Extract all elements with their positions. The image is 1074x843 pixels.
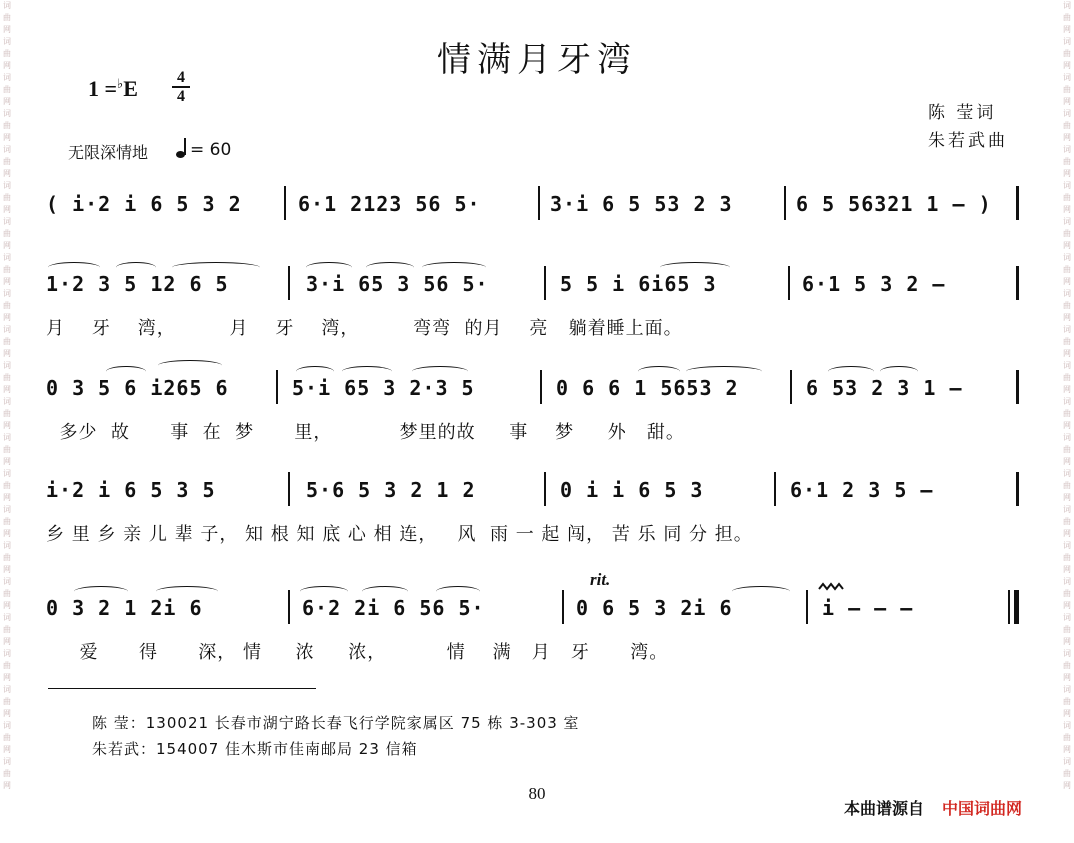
watermark-char: 网 (1063, 493, 1071, 502)
watermark-char: 曲 (1063, 373, 1071, 382)
watermark-char: 曲 (3, 373, 11, 382)
watermark-char: 词 (3, 613, 11, 622)
measure: 5·6 5 3 2 1 2 (306, 478, 476, 502)
watermark-char: 词 (3, 37, 11, 46)
measure: i – – – (822, 596, 914, 620)
watermark-char: 网 (3, 709, 11, 718)
watermark-char: 网 (3, 457, 11, 466)
address-lyricist: 陈 莹：130021 长春市湖宁路长春飞行学院家属区 75 栋 3-303 室 (92, 714, 580, 732)
watermark-char: 网 (1063, 673, 1071, 682)
lyric-line: 多少 故 事 在 梦 里， 梦里的故 事 梦 外 甜。 (46, 422, 685, 443)
watermark-char: 网 (3, 745, 11, 754)
watermark-char: 词 (3, 73, 11, 82)
watermark-char: 词 (1063, 577, 1071, 586)
watermark-char: 曲 (3, 517, 11, 526)
watermark-char: 网 (3, 313, 11, 322)
watermark-char: 词 (1063, 145, 1071, 154)
watermark-strip-left (0, 0, 14, 843)
watermark-char: 网 (1063, 565, 1071, 574)
watermark-char: 曲 (1063, 157, 1071, 166)
watermark-char: 词 (3, 541, 11, 550)
watermark-char: 网 (3, 781, 11, 790)
watermark-char: 网 (3, 169, 11, 178)
watermark-char: 曲 (3, 445, 11, 454)
measure: 3·i 65 3 56 5· (306, 272, 489, 296)
watermark-char: 曲 (1063, 13, 1071, 22)
watermark-char: 曲 (3, 481, 11, 490)
measure: 6 53 2 3 1 – (806, 376, 963, 400)
watermark-char: 曲 (1063, 625, 1071, 634)
watermark-char: 网 (3, 529, 11, 538)
watermark-char: 词 (3, 757, 11, 766)
watermark-char: 曲 (1063, 121, 1071, 130)
watermark-char: 网 (3, 205, 11, 214)
watermark-char: 词 (1063, 325, 1071, 334)
watermark-char: 词 (1063, 505, 1071, 514)
watermark-char: 曲 (3, 157, 11, 166)
measure: 0 3 5 6 i265 6 (46, 376, 229, 400)
watermark-char: 词 (3, 685, 11, 694)
measure: i·2 i 6 5 3 5 (46, 478, 216, 502)
watermark-char: 曲 (1063, 301, 1071, 310)
watermark-char: 曲 (1063, 445, 1071, 454)
measure: 0 i i 6 5 3 (560, 478, 704, 502)
watermark-char: 网 (3, 673, 11, 682)
watermark-char: 词 (3, 433, 11, 442)
measure: 0 6 6 1 5653 2 (556, 376, 739, 400)
watermark-char: 曲 (3, 229, 11, 238)
watermark-char: 曲 (3, 553, 11, 562)
watermark-char: 网 (1063, 421, 1071, 430)
measure: 6·1 2123 56 5· (298, 192, 481, 216)
measure: 5·i 65 3 2·3 5 (292, 376, 475, 400)
watermark-char: 曲 (1063, 517, 1071, 526)
watermark-char: 曲 (3, 589, 11, 598)
watermark-char: 网 (3, 61, 11, 70)
time-signature: 4 4 (172, 70, 190, 104)
watermark-char: 网 (3, 637, 11, 646)
watermark-char: 网 (1063, 781, 1071, 790)
watermark-char: 词 (1063, 397, 1071, 406)
measure: 6 5 56321 1 – ) (796, 192, 992, 216)
watermark-char: 词 (1063, 685, 1071, 694)
watermark-char: 网 (1063, 205, 1071, 214)
measure: 6·2 2i 6 56 5· (302, 596, 485, 620)
lyric-line: 爱 得 深， 情 浓 浓， 情 满 月 牙 湾。 (46, 642, 669, 663)
watermark-char: 曲 (1063, 697, 1071, 706)
watermark-char: 曲 (3, 301, 11, 310)
tempo-marking: = 60 (176, 140, 231, 160)
watermark-char: 曲 (1063, 193, 1071, 202)
watermark-char: 词 (3, 289, 11, 298)
watermark-char: 曲 (1063, 733, 1071, 742)
watermark-char: 网 (3, 385, 11, 394)
watermark-char: 词 (1063, 253, 1071, 262)
watermark-char: 词 (1063, 757, 1071, 766)
watermark-char: 词 (1063, 1, 1071, 10)
watermark-char: 网 (1063, 25, 1071, 34)
watermark-char: 曲 (1063, 589, 1071, 598)
watermark-char: 曲 (1063, 49, 1071, 58)
watermark-char: 曲 (3, 85, 11, 94)
watermark-char: 词 (3, 361, 11, 370)
watermark-char: 网 (1063, 169, 1071, 178)
watermark-char: 词 (1063, 433, 1071, 442)
watermark-char: 曲 (3, 625, 11, 634)
watermark-char: 词 (1063, 73, 1071, 82)
source-site-link[interactable]: 中国词曲网 (942, 799, 1023, 818)
watermark-char: 曲 (1063, 481, 1071, 490)
watermark-char: 曲 (3, 697, 11, 706)
watermark-char: 词 (3, 181, 11, 190)
watermark-char: 曲 (3, 265, 11, 274)
watermark-char: 词 (1063, 37, 1071, 46)
watermark-char: 词 (3, 253, 11, 262)
watermark-char: 网 (3, 493, 11, 502)
watermark-char: 曲 (3, 769, 11, 778)
watermark-char: 网 (1063, 637, 1071, 646)
measure: 0 3 2 1 2i 6 (46, 596, 203, 620)
watermark-char: 曲 (1063, 337, 1071, 346)
watermark-char: 网 (3, 565, 11, 574)
watermark-char: 词 (1063, 181, 1071, 190)
watermark-char: 曲 (1063, 661, 1071, 670)
watermark-char: 网 (1063, 709, 1071, 718)
watermark-char: 曲 (3, 121, 11, 130)
measure: ( i·2 i 6 5 3 2 (46, 192, 242, 216)
watermark-char: 词 (1063, 361, 1071, 370)
measure: 6·1 2 3 5 – (790, 478, 934, 502)
measure: 0 6 5 3 2i 6 (576, 596, 733, 620)
watermark-char: 网 (1063, 601, 1071, 610)
ritardando-marking: rit. (590, 570, 611, 589)
lyric-line: 乡 里 乡 亲 儿 辈 子， 知 根 知 底 心 相 连， 风 雨 一 起 闯， 苦 乐 同 分 担。 (46, 524, 753, 545)
watermark-char: 词 (1063, 469, 1071, 478)
watermark-char: 词 (1063, 541, 1071, 550)
quarter-note-icon (176, 140, 186, 158)
watermark-char: 曲 (1063, 229, 1071, 238)
watermark-char: 网 (3, 241, 11, 250)
watermark-char: 网 (3, 133, 11, 142)
watermark-char: 词 (3, 469, 11, 478)
watermark-char: 词 (1063, 109, 1071, 118)
key-signature: 1 =♭E (88, 76, 138, 101)
lyric-line: 月 牙 湾， 月 牙 湾， 弯弯 的月 亮 躺着睡上面。 (46, 318, 683, 339)
watermark-char: 词 (1063, 217, 1071, 226)
watermark-char: 词 (1063, 289, 1071, 298)
watermark-char: 词 (1063, 721, 1071, 730)
watermark-char: 网 (1063, 349, 1071, 358)
watermark-char: 网 (3, 601, 11, 610)
watermark-strip-right (1060, 0, 1074, 843)
watermark-char: 词 (3, 721, 11, 730)
watermark-char: 词 (3, 325, 11, 334)
watermark-char: 网 (1063, 457, 1071, 466)
watermark-char: 曲 (1063, 265, 1071, 274)
watermark-char: 词 (1063, 613, 1071, 622)
watermark-char: 网 (1063, 529, 1071, 538)
watermark-char: 曲 (3, 193, 11, 202)
watermark-char: 曲 (3, 337, 11, 346)
watermark-char: 网 (3, 277, 11, 286)
watermark-char: 曲 (3, 49, 11, 58)
watermark-char: 网 (3, 421, 11, 430)
watermark-char: 曲 (1063, 769, 1071, 778)
lyricist-credit: 陈 莹词 (928, 103, 997, 123)
watermark-char: 网 (1063, 241, 1071, 250)
watermark-char: 词 (3, 397, 11, 406)
watermark-char: 曲 (1063, 409, 1071, 418)
watermark-char: 词 (3, 109, 11, 118)
page-number: 80 (528, 784, 546, 803)
watermark-char: 曲 (3, 409, 11, 418)
watermark-char: 网 (3, 25, 11, 34)
watermark-char: 词 (3, 577, 11, 586)
watermark-char: 网 (1063, 133, 1071, 142)
measure: 1·2 3 5 12 6 5 (46, 272, 229, 296)
tempo-expression: 无限深情地 (68, 143, 149, 162)
song-title: 情满月牙湾 (437, 40, 637, 80)
watermark-char: 曲 (3, 661, 11, 670)
watermark-char: 网 (1063, 277, 1071, 286)
address-composer: 朱若武：154007 佳木斯市佳南邮局 23 信箱 (92, 740, 418, 758)
watermark-char: 曲 (3, 13, 11, 22)
measure: 6·1 5 3 2 – (802, 272, 946, 296)
source-credit: 本曲谱源自 中国词曲网 (844, 799, 1023, 818)
watermark-char: 曲 (3, 733, 11, 742)
watermark-char: 词 (3, 145, 11, 154)
watermark-char: 网 (3, 349, 11, 358)
watermark-char: 网 (1063, 745, 1071, 754)
composer-credit: 朱若武曲 (928, 131, 1008, 151)
watermark-char: 网 (1063, 97, 1071, 106)
watermark-char: 词 (3, 505, 11, 514)
watermark-char: 网 (3, 97, 11, 106)
watermark-char: 网 (1063, 61, 1071, 70)
watermark-char: 词 (1063, 649, 1071, 658)
watermark-char: 曲 (1063, 553, 1071, 562)
measure: 5 5 i 6i65 3 (560, 272, 717, 296)
watermark-char: 曲 (1063, 85, 1071, 94)
watermark-char: 词 (3, 217, 11, 226)
fermata-trill-icon (818, 582, 844, 592)
watermark-char: 词 (3, 1, 11, 10)
watermark-char: 词 (3, 649, 11, 658)
measure: 3·i 6 5 53 2 3 (550, 192, 733, 216)
watermark-char: 网 (1063, 385, 1071, 394)
watermark-char: 网 (1063, 313, 1071, 322)
footnote-rule (48, 688, 316, 689)
